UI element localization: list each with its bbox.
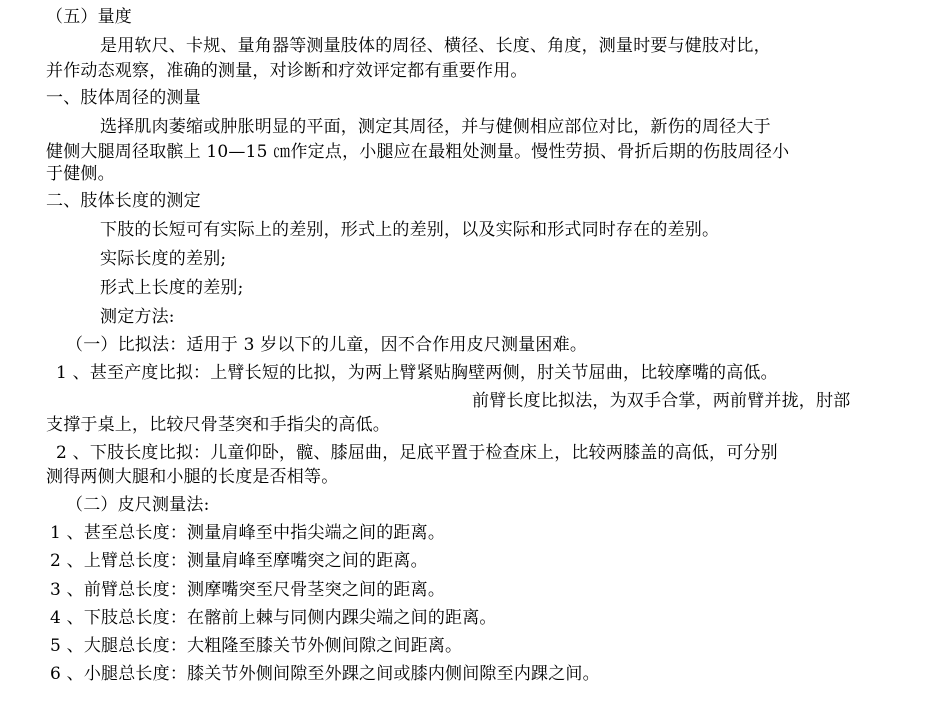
list-item: 5 、大腿总长度：大粗隆至膝关节外侧间隙之间距离。 <box>50 636 463 656</box>
list-item: 3 、前臂总长度：测摩嘴突至尺骨茎突之间的距离。 <box>50 580 446 600</box>
paragraph-line: 是用软尺、卡规、量角器等测量肢体的周径、横径、长度、角度，测量时要与健肢对比， <box>100 36 771 56</box>
list-item: 形式上长度的差别; <box>100 278 244 298</box>
paragraph-line: 健侧大腿周径取髌上 10—15 ㎝作定点，小腿应在最粗处测量。慢性劳损、骨折后期的伤肢周径小 <box>46 142 790 162</box>
list-item: 1 、甚至总长度：测量肩峰至中指尖端之间的距离。 <box>50 523 446 543</box>
paragraph-line: 测得两侧大腿和小腿的长度是否相等。 <box>46 467 339 487</box>
list-item: 测定方法: <box>100 307 175 327</box>
paragraph-line: 选择肌肉萎缩或肿胀明显的平面，测定其周径，并与健侧相应部位对比，新伤的周径大于 <box>100 117 771 137</box>
section-heading-measurement: （五）量度 <box>46 7 132 27</box>
list-item: 2 、上臂总长度：测量肩峰至摩嘴突之间的距离。 <box>50 551 428 571</box>
paragraph-line: 支撑于桌上，比较尺骨茎突和手指尖的高低。 <box>46 415 390 435</box>
subsection-heading-analogy: （一）比拟法：适用于 3 岁以下的儿童，因不合作用皮尺测量困难。 <box>66 335 588 355</box>
paragraph-line: 下肢的长短可有实际上的差别，形式上的差别，以及实际和形式同时存在的差别。 <box>100 220 720 240</box>
paragraph-line: 前臂长度比拟法，为双手合掌，两前臂并拢，肘部 <box>472 391 851 411</box>
paragraph-line: 2 、下肢长度比拟：儿童仰卧，髋、膝屈曲，足底平置于检查床上，比较两膝盖的高低，可分别 <box>56 443 778 463</box>
section-heading-length: 二、肢体长度的测定 <box>46 191 201 211</box>
list-item: 6 、小腿总长度：膝关节外侧间隙至外踝之间或膝内侧间隙至内踝之间。 <box>50 664 600 684</box>
list-item: 4 、下肢总长度：在髂前上棘与同侧内踝尖端之间的距离。 <box>50 608 497 628</box>
section-heading-circumference: 一、肢体周径的测量 <box>46 88 201 108</box>
list-item: 实际长度的差别; <box>100 249 227 269</box>
paragraph-line: 并作动态观察，准确的测量，对诊断和疗效评定都有重要作用。 <box>46 61 528 81</box>
paragraph-line: 1 、甚至产度比拟：上臂长短的比拟，为两上臂紧贴胸壁两侧，肘关节屈曲，比较摩嘴的高低。 <box>56 363 778 383</box>
paragraph-line: 于健侧。 <box>46 164 115 184</box>
subsection-heading-tape: （二）皮尺测量法: <box>66 495 210 515</box>
